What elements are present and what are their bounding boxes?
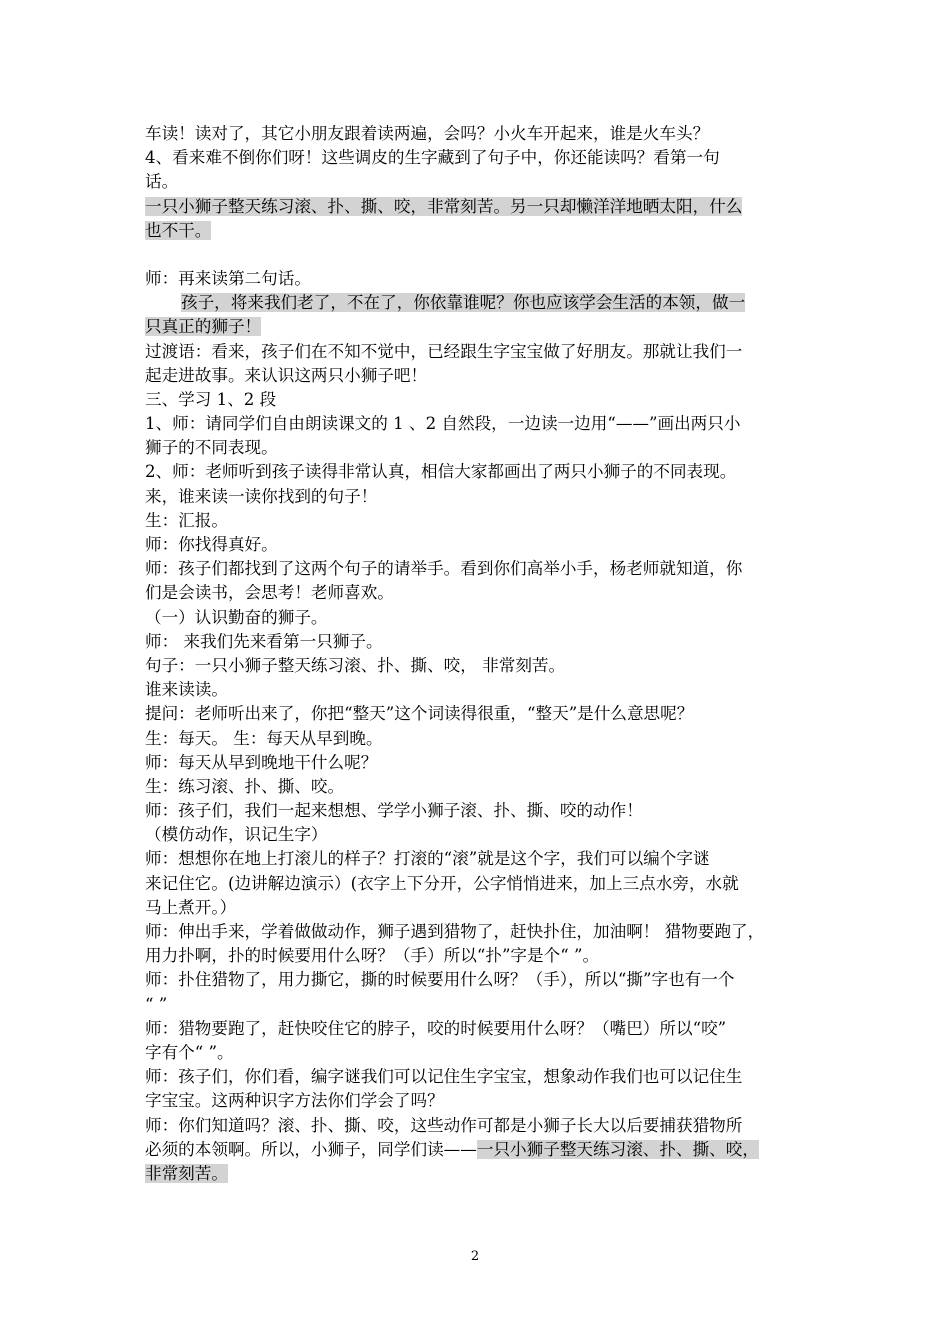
section-heading: 三、学习 1、2 段 (145, 389, 277, 409)
text-line: 用力扑啊，扑的时候要用什么呀？（手）所以“扑”字是个“ ”。 (145, 946, 600, 966)
text-line: 1、师：请同学们自由朗读课文的 1 、2 自然段，一边读一边用“——”画出两只小 (145, 414, 741, 434)
highlighted-sentence: 只真正的狮子！ (145, 317, 262, 337)
text-line: 师：你找得真好。 (145, 535, 278, 554)
text-line: 师：每天从早到晚地干什么呢？ (145, 752, 378, 772)
text-line: （模仿动作，识记生字） (145, 825, 328, 845)
highlighted-sentence: 一只小狮子整天练习滚、扑、撕、咬， (476, 1139, 759, 1159)
highlighted-sentence: 孩子，将来我们老了，不在了，你依靠谁呢？你也应该学会生活的本领，做一 (181, 293, 746, 313)
text-line: 师： 来我们先来看第一只狮子。 (145, 631, 383, 651)
text-line: 来记住它。(边讲解边演示）(衣字上下分开，公字悄悄进来，加上三点水旁，水就 (145, 873, 739, 893)
text-line: 师：再来读第二句话。 (145, 268, 311, 288)
text-line: 师：扑住猎物了，用力撕它，撕的时候要用什么呀？（手），所以“撕”字也有一个 (145, 970, 735, 990)
text-line: 师：孩子们，你们看，编字谜我们可以记住生字宝宝，想象动作我们也可以记住生 (145, 1067, 743, 1087)
text-line: 们是会读书，会思考！老师喜欢。 (145, 583, 394, 603)
text-line: 师：孩子们都找到了这两个句子的请举手。看到你们高举小手，杨老师就知道，你 (145, 559, 743, 579)
text-line: 马上煮开。） (145, 897, 237, 917)
blank-line (145, 243, 809, 267)
highlighted-sentence: 一只小狮子整天练习滚、扑、撕、咬，非常刻苦。另一只却懒洋洋地晒太阳，什么 (145, 196, 743, 216)
page-number: 2 (470, 1249, 480, 1264)
text-line: 来，谁来读一读你找到的句子！ (145, 486, 378, 506)
text-line: 字宝宝。这两种识字方法你们学会了吗？ (145, 1091, 444, 1111)
text-line: 师：伸出手来，学着做做动作，狮子遇到猎物了，赶快扑住，加油啊！ 猎物要跑了， (145, 922, 765, 941)
text-line: 师：孩子们，我们一起来想想、学学小狮子滚、扑、撕、咬的动作！ (145, 801, 643, 821)
text-line: 师：想想你在地上打滚儿的样子？打滚的“滚”就是这个字，我们可以编个字谜 (145, 849, 710, 869)
text-line: 过渡语：看来，孩子们在不知不觉中，已经跟生字宝宝做了好朋友。那就让我们一 (145, 341, 743, 361)
subsection-heading: （一）认识勤奋的狮子。 (145, 607, 328, 627)
text-line: 师：猎物要跑了，赶快咬住它的脖子，咬的时候要用什么呀？（嘴巴）所以“咬” (145, 1018, 727, 1038)
document-body (145, 122, 809, 1186)
text-line: 生：每天。 生：每天从早到晚。 (145, 728, 383, 748)
text-line: 句子：一只小狮子整天练习滚、扑、撕、咬， 非常刻苦。 (145, 655, 566, 675)
text-line: 师：你们知道吗？滚、扑、撕、咬，这些动作可都是小狮子长大以后要捕获猎物所 (145, 1115, 743, 1135)
text-line: 必须的本领啊。所以，小狮子，同学们读——一只小狮子整天练习滚、扑、撕、咬， (145, 1139, 759, 1159)
text-line: “ ” (145, 994, 168, 1014)
text-line: 4、看来难不倒你们呀！这些调皮的生字藏到了句子中，你还能读吗？看第一句 (145, 148, 720, 168)
text-line: 字有个“ ”。 (145, 1042, 234, 1062)
text-line: 起走进故事。来认识这两只小狮子吧！ (145, 365, 428, 385)
text-line: 狮子的不同表现。 (145, 438, 278, 458)
highlighted-sentence: 也不干。 (145, 220, 212, 240)
highlighted-sentence: 非常刻苦。 (145, 1163, 228, 1183)
text-line: 生：练习滚、扑、撕、咬。 (145, 776, 345, 796)
text-line: 2、师：老师听到孩子读得非常认真，相信大家都画出了两只小狮子的不同表现。 (145, 462, 737, 482)
text-line: 提问：老师听出来了，你把“整天”这个词读得很重，“整天”是什么意思呢？ (145, 704, 694, 724)
text-line: 生：汇报。 (145, 510, 228, 530)
text-line: 车读！读对了，其它小朋友跟着读两遍，会吗？小火车开起来，谁是火车头？ (145, 124, 710, 143)
text-line: 话。 (145, 172, 179, 192)
text-line: 谁来读读。 (145, 680, 228, 700)
